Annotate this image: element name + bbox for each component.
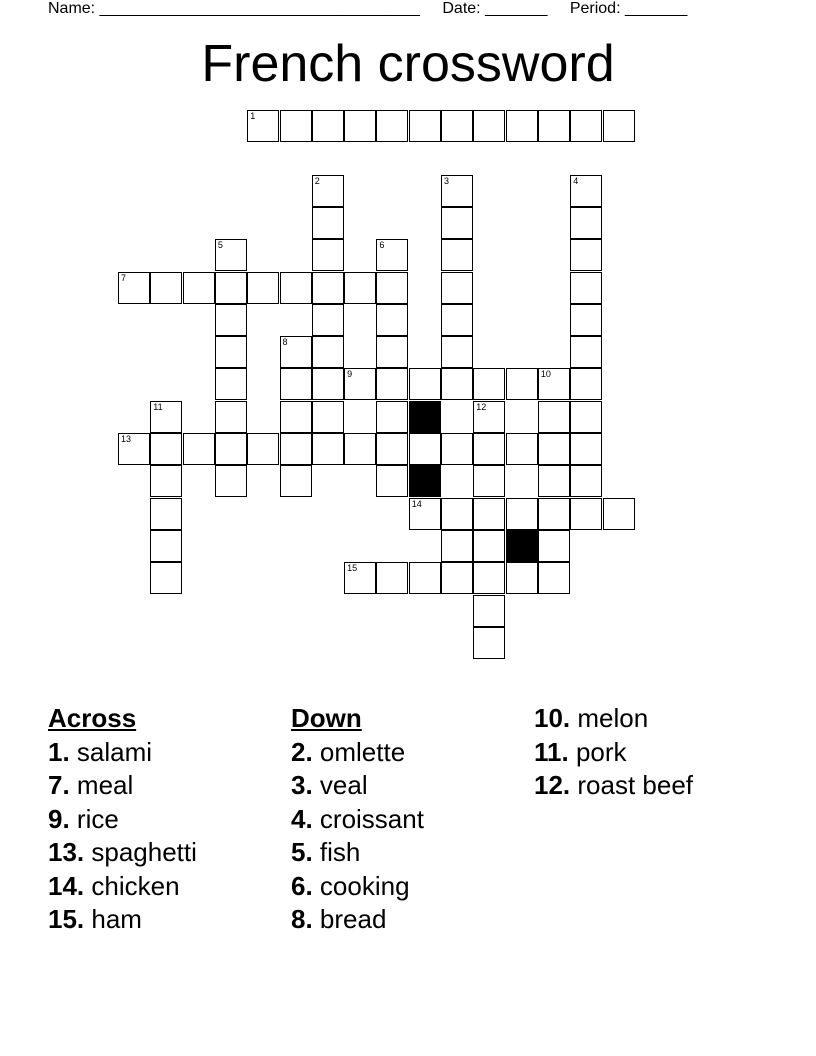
clue-item: 1. salami: [48, 736, 153, 767]
clue-number: 3: [444, 175, 450, 186]
grid-cell[interactable]: [312, 175, 344, 207]
grid-cell[interactable]: [150, 433, 182, 465]
grid-cell[interactable]: [473, 465, 505, 497]
clue-item: 8. bread: [291, 904, 387, 934]
grid-cell[interactable]: [344, 368, 376, 400]
grid-cell[interactable]: [376, 336, 408, 368]
grid-cell[interactable]: [538, 530, 570, 562]
grid-cell[interactable]: [570, 239, 602, 271]
grid-cell[interactable]: [473, 562, 505, 594]
grid-cell[interactable]: [150, 530, 182, 562]
grid-cell[interactable]: [570, 110, 602, 142]
clue-number: 8: [282, 337, 288, 348]
grid-cell[interactable]: [215, 465, 247, 497]
clue-number: 15: [347, 563, 358, 574]
grid-cell[interactable]: [344, 562, 376, 594]
grid-cell[interactable]: [280, 110, 312, 142]
grid-cell[interactable]: [376, 433, 408, 465]
grid-cell[interactable]: [441, 368, 473, 400]
grid-cell[interactable]: [570, 272, 602, 304]
grid-cell[interactable]: [312, 239, 344, 271]
grid-cell[interactable]: [280, 368, 312, 400]
clue-number: 1: [250, 111, 256, 121]
grid-cell[interactable]: [280, 336, 312, 368]
grid-cell[interactable]: [441, 207, 473, 239]
grid-cell[interactable]: [473, 530, 505, 562]
grid-cell[interactable]: [441, 304, 473, 336]
grid-cell[interactable]: [473, 110, 505, 142]
grid-cell[interactable]: [215, 433, 247, 465]
grid-cell[interactable]: [312, 207, 344, 239]
clue-item: 2. omlette: [291, 736, 406, 767]
grid-cell[interactable]: [344, 272, 376, 304]
grid-cell[interactable]: [215, 336, 247, 368]
grid-cell[interactable]: [312, 368, 344, 400]
grid-cell[interactable]: [538, 498, 570, 530]
clue-number: 2: [314, 175, 320, 186]
clue-item: 3. veal: [291, 770, 368, 800]
clue-number: 11: [153, 401, 163, 412]
grid-cell[interactable]: [538, 562, 570, 594]
grid-cell[interactable]: [312, 401, 344, 433]
grid-cell[interactable]: [376, 401, 408, 433]
grid-cell[interactable]: [150, 498, 182, 530]
grid-cell[interactable]: [150, 465, 182, 497]
grid-cell[interactable]: [441, 530, 473, 562]
clue-item: 4. croissant: [291, 803, 424, 834]
grid-cell[interactable]: [118, 272, 150, 304]
grid-cell[interactable]: [376, 272, 408, 304]
black-cell: [409, 401, 441, 433]
grid-cell[interactable]: [409, 498, 441, 530]
grid-cell[interactable]: [215, 368, 247, 400]
clue-number: 7: [121, 272, 127, 283]
page-title: French crossword: [201, 35, 615, 93]
grid-cell[interactable]: [441, 336, 473, 368]
grid-cell[interactable]: [570, 433, 602, 465]
clue-number: 4: [573, 175, 579, 186]
grid-cell[interactable]: [409, 368, 441, 400]
clue-item: 12. roast beef: [534, 770, 694, 800]
grid-cell[interactable]: [506, 433, 538, 465]
grid-cell[interactable]: [247, 433, 279, 465]
grid-cell[interactable]: [570, 207, 602, 239]
down-heading: Down: [291, 703, 362, 733]
clue-item: 6. cooking: [291, 870, 410, 901]
grid-cell[interactable]: [441, 110, 473, 142]
clue-item: 15. ham: [48, 904, 142, 934]
grid-cell[interactable]: [312, 272, 344, 304]
clue-item: 10. melon: [534, 703, 649, 733]
grid-cell[interactable]: [538, 433, 570, 465]
grid-cell[interactable]: [473, 595, 505, 627]
grid-cell[interactable]: [603, 498, 635, 530]
grid-cell[interactable]: [473, 368, 505, 400]
grid-cell[interactable]: [183, 272, 215, 304]
clue-item: 7. meal: [48, 770, 134, 800]
clue-number: 5: [217, 240, 223, 251]
grid-cell[interactable]: [538, 368, 570, 400]
grid-cell[interactable]: [344, 433, 376, 465]
grid-cell[interactable]: [280, 465, 312, 497]
clue-number: 14: [411, 498, 422, 509]
grid-cell[interactable]: [603, 110, 635, 142]
grid-cell[interactable]: [441, 498, 473, 530]
clue-number: 10: [540, 369, 551, 380]
grid-cell[interactable]: [473, 498, 505, 530]
period-line: Period: _______: [569, 0, 688, 17]
grid-cell[interactable]: [538, 465, 570, 497]
grid-cell[interactable]: [506, 562, 538, 594]
grid-cell[interactable]: [409, 562, 441, 594]
grid-cell[interactable]: [150, 401, 182, 433]
grid-cell[interactable]: [409, 433, 441, 465]
grid-cell[interactable]: [570, 465, 602, 497]
grid-cell[interactable]: [118, 433, 150, 465]
grid-cell[interactable]: [150, 272, 182, 304]
grid-cell[interactable]: [247, 110, 279, 142]
grid-cell[interactable]: [506, 110, 538, 142]
grid-cell[interactable]: [150, 562, 182, 594]
grid-cell[interactable]: [312, 110, 344, 142]
grid-cell[interactable]: [376, 465, 408, 497]
black-cell: [506, 530, 538, 562]
grid-cell[interactable]: [473, 401, 505, 433]
grid-cell[interactable]: [376, 110, 408, 142]
grid-cell[interactable]: [441, 239, 473, 271]
grid-cell[interactable]: [570, 175, 602, 207]
across-heading: Across: [48, 703, 137, 733]
grid-cell[interactable]: [473, 627, 505, 659]
clue-item: 14. chicken: [48, 870, 180, 901]
grid-cell[interactable]: [215, 272, 247, 304]
grid-cell[interactable]: [376, 368, 408, 400]
clue-item: 13. spaghetti: [48, 837, 197, 867]
grid-cell[interactable]: [538, 401, 570, 433]
black-cell: [409, 465, 441, 497]
grid-cell[interactable]: [441, 175, 473, 207]
clue-item: 11. pork: [534, 736, 627, 767]
grid-cell[interactable]: [409, 110, 441, 142]
clue-number: 6: [379, 240, 385, 251]
grid-cell[interactable]: [280, 272, 312, 304]
clue-number: 12: [476, 401, 487, 412]
grid-cell[interactable]: [312, 433, 344, 465]
grid-cell[interactable]: [183, 433, 215, 465]
grid-cell[interactable]: [280, 433, 312, 465]
clue-item: 5. fish: [291, 837, 361, 867]
date-line: Date: _______: [442, 0, 548, 17]
grid-cell[interactable]: [441, 272, 473, 304]
grid-cell[interactable]: [247, 272, 279, 304]
grid-cell[interactable]: [344, 110, 376, 142]
grid-cell[interactable]: [312, 336, 344, 368]
grid-cell[interactable]: [312, 304, 344, 336]
grid-cell[interactable]: [215, 304, 247, 336]
grid-cell[interactable]: [570, 401, 602, 433]
clue-item: 9. rice: [48, 803, 119, 834]
clue-number: 13: [121, 434, 132, 444]
name-line: Name: ____________________________________: [48, 0, 420, 17]
grid-cell[interactable]: [570, 368, 602, 400]
grid-cell[interactable]: [280, 401, 312, 433]
grid-cell[interactable]: [441, 433, 473, 465]
clue-number: 9: [347, 369, 353, 380]
grid-cell[interactable]: [215, 401, 247, 433]
grid-cell[interactable]: [215, 239, 247, 271]
grid-cell[interactable]: [506, 368, 538, 400]
down-clues-continued: [534, 702, 693, 803]
down-clues: [291, 702, 424, 937]
grid-cell[interactable]: [570, 304, 602, 336]
grid-cell[interactable]: [473, 433, 505, 465]
grid-cell[interactable]: [376, 304, 408, 336]
grid-cell[interactable]: [570, 336, 602, 368]
grid-cell[interactable]: [538, 110, 570, 142]
across-clues: [48, 702, 197, 937]
grid-cell[interactable]: [376, 562, 408, 594]
grid-cell[interactable]: [441, 562, 473, 594]
grid-cell[interactable]: [570, 498, 602, 530]
grid-cell[interactable]: [506, 498, 538, 530]
grid-cell[interactable]: [376, 239, 408, 271]
